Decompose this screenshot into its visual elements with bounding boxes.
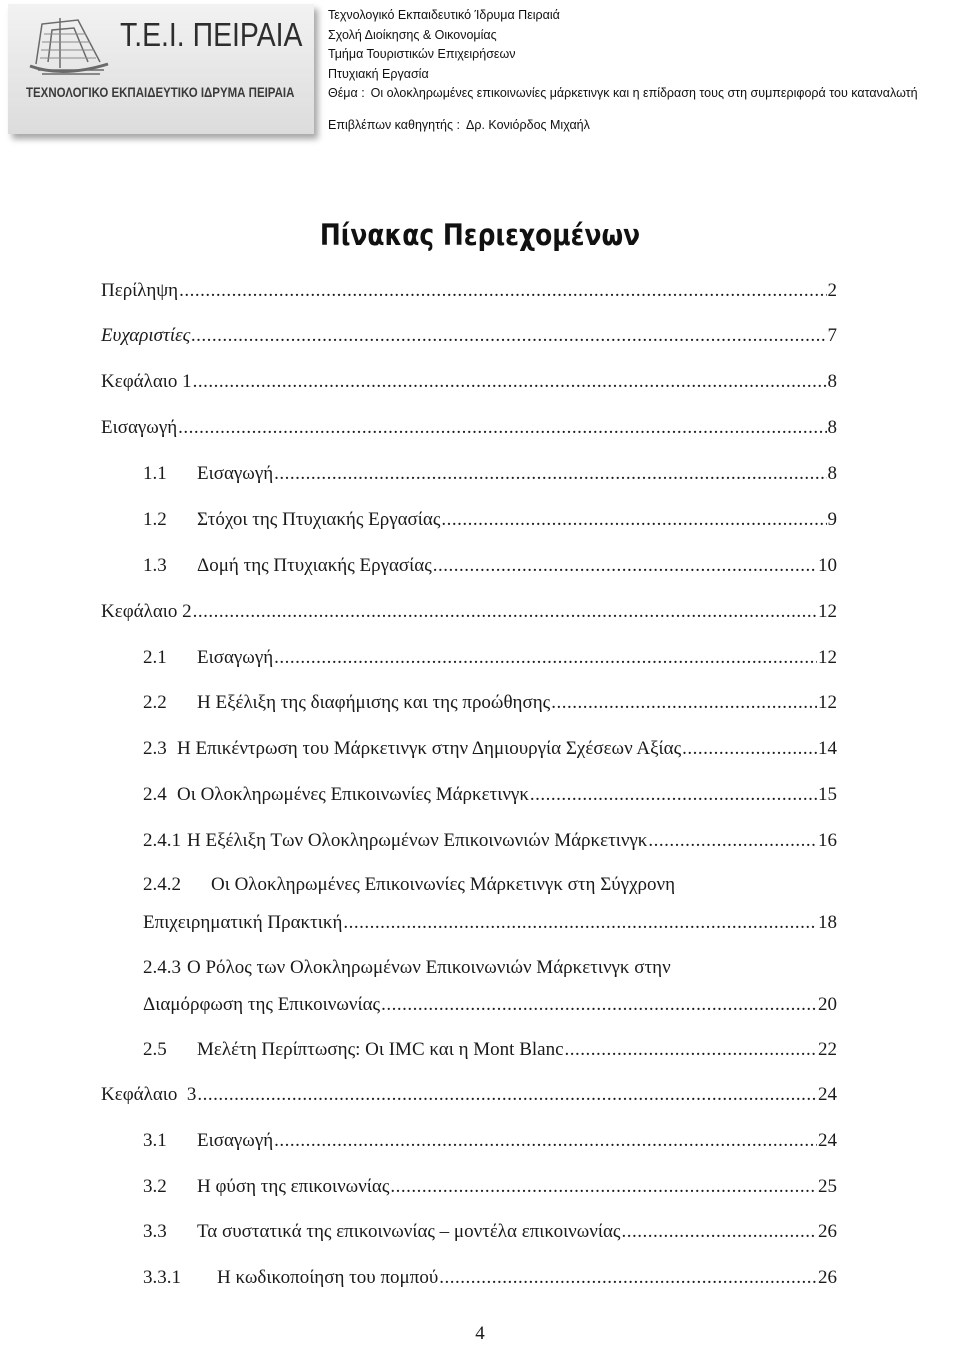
toc-leader-dots: [551, 692, 817, 714]
toc-entry-title-continued: Επιχειρηματική Πρακτική: [143, 912, 343, 933]
toc-entry-title: Η Εξέλιξη Των Ολοκληρωμένων Επικοινωνιών Μάρκετινγκ: [187, 830, 648, 851]
toc-leader-dots: [682, 738, 817, 760]
toc-leader-dots: [191, 325, 826, 347]
toc-entry-first-line[interactable]: [143, 957, 671, 979]
toc-title: Πίνακας Περιεχομένων: [319, 218, 641, 252]
toc-leader-dots: [274, 1130, 817, 1152]
toc-entry-title: Κεφάλαιο 3: [101, 1084, 197, 1105]
toc-entry[interactable]: [143, 994, 837, 1016]
toc-entry-number: 1.1: [143, 463, 167, 484]
header-institution: Τεχνολογικό Εκπαιδευτικό Ίδρυμα Πειραιά: [328, 8, 560, 22]
toc-leader-dots: [193, 371, 827, 393]
toc-entry-number: 3.2: [143, 1176, 167, 1197]
header-school: Σχολή Διοίκησης & Οικονομίας: [328, 27, 497, 42]
toc-entry-page: 26: [818, 1267, 837, 1288]
toc-entry-title: Εισαγωγή: [197, 647, 274, 668]
toc-entry-page: 8: [827, 371, 837, 392]
header-topic-label: Θέμα :: [328, 86, 365, 100]
toc-leader-dots: [274, 463, 826, 485]
toc-entry[interactable]: [101, 417, 837, 439]
toc-entry-title: Εισαγωγή: [101, 417, 178, 438]
toc-entry-page: 8: [827, 417, 837, 438]
toc-entry-title: Τα συστατικά της επικοινωνίας – μοντέλα επικοινωνίας: [197, 1221, 621, 1242]
header-topic-row: [328, 84, 918, 104]
toc-entry[interactable]: [143, 784, 837, 806]
toc-entry-number: 2.4.1: [143, 830, 181, 851]
header-supervisor-label: Επιβλέπων καθηγητής :: [328, 117, 460, 132]
toc-entry-title: Οι Ολοκληρωμένες Επικοινωνίες Μάρκετινγκ στη Σύγχρονη: [211, 874, 676, 895]
logo-title: Τ.Ε.Ι. ΠΕΙΡΑΙΑ: [120, 16, 303, 53]
header-work-type: Πτυχιακή Εργασία: [328, 66, 429, 81]
toc-entry-page: 15: [818, 784, 837, 805]
toc-entry[interactable]: [143, 738, 837, 760]
toc-entry-title: Κεφάλαιο 2: [101, 601, 192, 622]
toc-entry[interactable]: [101, 1084, 837, 1106]
toc-entry-page: 18: [818, 912, 837, 933]
toc-entry-title: Η Επικέντρωση του Μάρκετινγκ στην Δημιουργία Σχέσεων Αξίας: [177, 738, 682, 759]
toc-entry-page: 10: [818, 555, 837, 576]
header-topic: Οι ολοκληρωμένες επικοινωνίες μάρκετινγκ και η επίδραση τους στη συμπεριφορά του καταναλωτή: [370, 86, 918, 100]
toc-entry-title: Η κωδικοποίηση του πομπού: [217, 1267, 439, 1288]
toc-entry[interactable]: [143, 1267, 837, 1289]
toc-entry[interactable]: [143, 912, 837, 934]
toc-entry-page: 9: [827, 509, 837, 530]
toc-leader-dots: [530, 784, 817, 806]
toc-entry-number: 2.2: [143, 692, 167, 713]
toc-leader-dots: [621, 1221, 817, 1243]
toc-leader-dots: [648, 830, 817, 852]
toc-entry[interactable]: [101, 325, 837, 347]
toc-entry-title: Στόχοι της Πτυχιακής Εργασίας: [197, 509, 441, 530]
toc-entry[interactable]: [143, 463, 837, 485]
header-department: Τμήμα Τουριστικών Επιχειρήσεων: [328, 47, 516, 61]
toc-entry-page: 2: [827, 280, 837, 301]
toc-entry-title: Μελέτη Περίπτωσης: Οι IMC και η Mont Blanc: [197, 1039, 564, 1060]
toc-entry-number: 2.4: [143, 784, 167, 805]
toc-entry-title: Η φύση της επικοινωνίας: [197, 1176, 390, 1197]
toc-entry-page: 8: [827, 463, 837, 484]
toc-entry-number: 1.2: [143, 509, 167, 530]
toc-entry[interactable]: [143, 692, 837, 714]
toc-leader-dots: [197, 1084, 817, 1106]
toc-entry-number: 3.1: [143, 1130, 167, 1151]
toc-entry-page: 16: [818, 830, 837, 851]
toc-leader-dots: [381, 994, 817, 1016]
toc-entry-title: Η Εξέλιξη της διαφήμισης και της προώθησης: [197, 692, 551, 713]
toc-entry-page: 24: [818, 1084, 837, 1105]
toc-entry[interactable]: [143, 1176, 837, 1198]
toc-entry-title: Εισαγωγή: [197, 463, 274, 484]
toc-entry[interactable]: [143, 509, 837, 531]
toc-leader-dots: [179, 280, 826, 302]
toc-entry[interactable]: [143, 1221, 837, 1243]
toc-leader-dots: [390, 1176, 817, 1198]
toc-entry-title: Εισαγωγή: [197, 1130, 274, 1151]
toc-entry-page: 22: [818, 1039, 837, 1060]
toc-entry-number: 2.1: [143, 647, 167, 668]
logo-subtitle: ΤΕΧΝΟΛΟΓΙΚΟ ΕΚΠΑΙΔΕΥΤΙΚΟ ΙΔΡΥΜΑ ΠΕΙΡΑΙΑ: [26, 84, 295, 100]
page-number: 4: [475, 1323, 485, 1344]
toc-entry-number: 2.5: [143, 1039, 167, 1060]
toc-entry-title-continued: Διαμόρφωση της Επικοινωνίας: [143, 994, 381, 1015]
toc-leader-dots: [565, 1039, 817, 1061]
toc-leader-dots: [193, 601, 817, 623]
toc-entry-title: Ευχαριστίες: [101, 325, 191, 346]
toc-entry-number: 1.3: [143, 555, 167, 576]
toc-entry-number: 2.4.2: [143, 874, 181, 895]
toc-entry[interactable]: [143, 830, 837, 852]
toc-entry-number: 3.3: [143, 1221, 167, 1242]
toc-entry-page: 14: [818, 738, 837, 759]
toc-entry[interactable]: [143, 1130, 837, 1152]
toc-leader-dots: [343, 912, 817, 934]
toc-entry[interactable]: [101, 601, 837, 623]
toc-entry-page: 25: [818, 1176, 837, 1197]
toc-entry[interactable]: [143, 647, 837, 669]
toc-entry-page: 7: [827, 325, 837, 346]
toc-leader-dots: [178, 417, 826, 439]
toc-entry-page: 12: [818, 601, 837, 622]
toc-entry-number: 3.3.1: [143, 1267, 181, 1288]
toc-leader-dots: [439, 1267, 817, 1289]
toc-leader-dots: [433, 555, 817, 577]
header-supervisor-row: [328, 116, 918, 136]
toc-entry-page: 24: [818, 1130, 837, 1151]
toc-entry[interactable]: [101, 371, 837, 393]
toc-entry-title: Οι Ολοκληρωμένες Επικοινωνίες Μάρκετινγκ: [177, 784, 529, 805]
toc-leader-dots: [274, 647, 817, 669]
toc-entry-title: Κεφάλαιο 1: [101, 371, 192, 392]
toc-entry-title: Δομή της Πτυχιακής Εργασίας: [197, 555, 432, 576]
institution-logo: [8, 4, 314, 134]
toc-entry-number: 2.4.3: [143, 957, 181, 978]
toc-entry[interactable]: [101, 280, 837, 302]
toc-entry-title: Περίληψη: [101, 280, 179, 301]
toc-entry-title: Ο Ρόλος των Ολοκληρωμένων Επικοινωνιών Μάρκετινγκ στην: [187, 957, 671, 978]
toc-leader-dots: [441, 509, 826, 531]
toc-entry-page: 12: [818, 647, 837, 668]
toc-entry-number: 2.3: [143, 738, 167, 759]
toc-entry-page: 20: [818, 994, 837, 1015]
toc-entry[interactable]: [143, 1039, 837, 1061]
toc-entry-page: 12: [818, 692, 837, 713]
toc-entry-page: 26: [818, 1221, 837, 1242]
toc-entry[interactable]: [143, 555, 837, 577]
toc-entry-first-line[interactable]: [143, 874, 675, 896]
document-header: [328, 6, 918, 135]
header-supervisor: Δρ. Κονιόρδος Μιχαήλ: [465, 117, 590, 132]
